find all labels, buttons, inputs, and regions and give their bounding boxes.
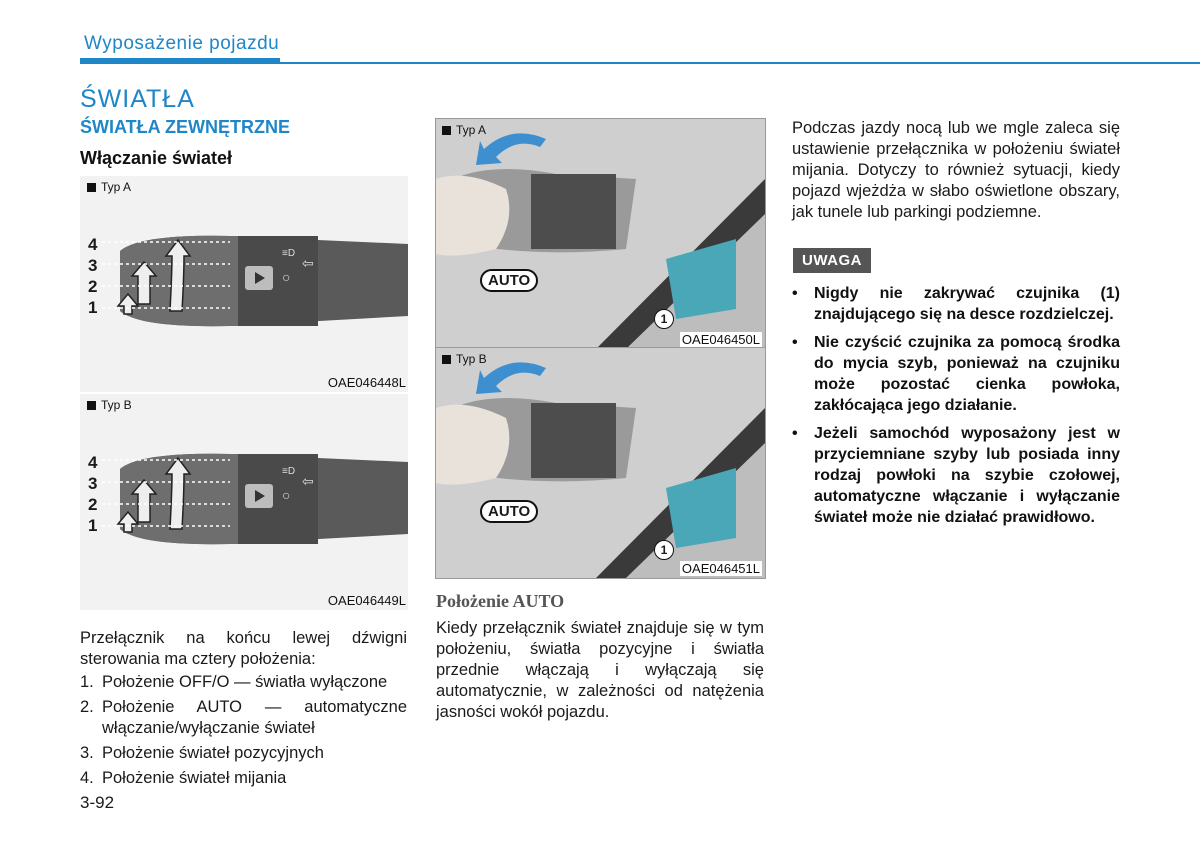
figure-label-text: Typ A	[101, 180, 132, 194]
auto-switch-photo-a	[436, 119, 765, 349]
position-3: 3	[88, 474, 98, 493]
left-intro-paragraph: Przełącznik na końcu lewej dźwigni sterowania ma cztery położenia:	[80, 629, 407, 668]
auto-switch-photo-b	[436, 348, 765, 578]
auto-paragraph: Kiedy przełącznik świateł znajduje się w tym położeniu, światła pozycyjne i światła przednie włączają i wyłączają się automatycznie, w zależności od natężenia jasności wokół pojazdu.	[436, 619, 764, 721]
auto-label: AUTO	[480, 269, 538, 292]
positions-list	[80, 672, 407, 789]
header-rule	[80, 62, 1200, 64]
position-2: 2	[88, 495, 98, 514]
square-bullet-icon	[442, 355, 451, 364]
list-item	[80, 697, 407, 739]
figure-mid-typ-b	[435, 347, 766, 579]
list-number: 3.	[80, 744, 94, 762]
figure-label-text: Typ B	[101, 398, 132, 412]
page-subtitle: ŚWIATŁA ZEWNĘTRZNE	[80, 117, 290, 137]
figure-label	[442, 123, 486, 137]
figure-left-typ-b	[80, 394, 408, 610]
square-bullet-icon	[442, 126, 451, 135]
caution-list	[792, 283, 1120, 535]
svg-text:○: ○	[282, 487, 291, 503]
caution-item	[792, 332, 1120, 416]
figure-label	[442, 352, 487, 366]
list-text: Położenie świateł mijania	[102, 769, 287, 787]
auto-label: AUTO	[480, 500, 538, 523]
position-numbers	[88, 452, 97, 536]
lever-illustration-a	[80, 216, 408, 336]
list-item	[80, 743, 407, 764]
position-2: 2	[88, 277, 98, 296]
list-item	[80, 768, 407, 789]
position-4: 4	[88, 235, 98, 254]
section-header: Wyposażenie pojazdu	[84, 33, 280, 54]
figure-code: OAE046450L	[681, 332, 760, 347]
list-number: 1.	[80, 673, 94, 691]
caution-badge: UWAGA	[793, 248, 871, 273]
position-3: 3	[88, 256, 98, 275]
svg-text:○: ○	[282, 269, 291, 285]
caution-text: Jeżeli samochód wyposażony jest w przyciemniane szyby lub posiada inny rodzaj powłoki na szybie czołowej, automatyczne włączanie i wyłączanie świateł może nie działać prawidłowo.	[814, 425, 1120, 526]
caution-item	[792, 423, 1120, 528]
figure-label-text: Typ A	[456, 123, 487, 137]
figure-label	[87, 398, 132, 412]
auto-heading: Położenie AUTO	[436, 591, 565, 611]
caution-text: Nie czyścić czujnika za pomocą środka do mycia szyb, ponieważ na czujniku może pozostać cienka powłoka, zakłócająca jego działanie.	[814, 334, 1120, 414]
svg-text:⇦: ⇦	[302, 255, 314, 271]
list-text: Położenie OFF/O — światła wyłączone	[102, 673, 388, 691]
caution-item	[792, 283, 1120, 325]
bullet-icon: •	[792, 285, 798, 302]
svg-text:≡D: ≡D	[282, 248, 296, 259]
section-subheading: Włączanie świateł	[80, 148, 233, 168]
bullet-icon: •	[792, 425, 798, 442]
list-text: Położenie AUTO — automatyczne włączanie/wyłączanie świateł	[102, 698, 407, 737]
figure-mid-typ-a	[435, 118, 766, 350]
position-1: 1	[88, 516, 98, 535]
list-number: 2.	[80, 698, 94, 716]
svg-text:≡D: ≡D	[282, 466, 296, 477]
figure-code: OAE046448L	[327, 375, 406, 390]
page-number: 3-92	[80, 793, 115, 812]
svg-text:⇦: ⇦	[302, 473, 314, 489]
figure-code: OAE046451L	[681, 561, 760, 576]
sensor-callout: 1	[654, 540, 674, 560]
position-1: 1	[88, 298, 98, 317]
sensor-callout: 1	[654, 309, 674, 329]
list-number: 4.	[80, 769, 94, 787]
list-text: Położenie świateł pozycyjnych	[102, 744, 324, 762]
figure-label	[87, 180, 131, 194]
caution-text: Nigdy nie zakrywać czujnika (1) znajdującego się na desce rozdzielczej.	[814, 285, 1120, 323]
bullet-icon: •	[792, 334, 798, 351]
square-bullet-icon	[87, 401, 96, 410]
figure-code: OAE046449L	[327, 593, 406, 608]
night-driving-paragraph: Podczas jazdy nocą lub we mgle zaleca się ustawienie przełącznika w położeniu świateł mijania. Dotyczy to również sytuacji, kiedy pojazd wjeżdża w słabo oświetlone obszary, jak tunele lub parkingi podziemne.	[792, 119, 1120, 221]
page-title: ŚWIATŁA	[80, 85, 195, 113]
square-bullet-icon	[87, 183, 96, 192]
position-numbers	[88, 234, 97, 318]
position-4: 4	[88, 453, 98, 472]
figure-label-text: Typ B	[456, 352, 487, 366]
figure-left-typ-a	[80, 176, 408, 392]
list-item	[80, 672, 407, 693]
lever-illustration-b	[80, 434, 408, 554]
